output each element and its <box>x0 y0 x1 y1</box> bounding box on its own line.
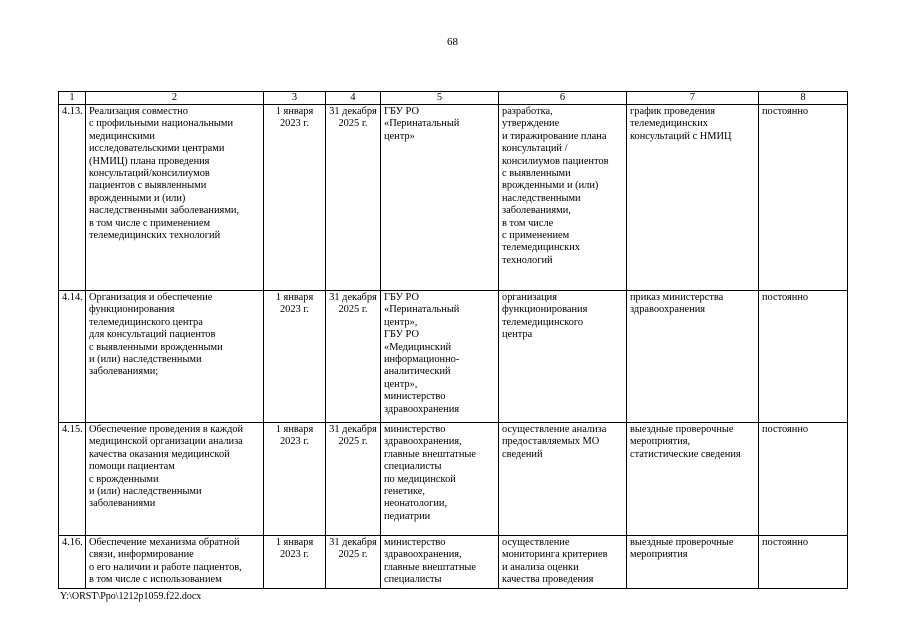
row-number: 4.16. <box>59 536 86 589</box>
start-date-cell: 1 января 2023 г. <box>264 291 326 423</box>
end-date-cell: 31 декабря 2025 г. <box>326 105 381 291</box>
executor-cell: ГБУ РО «Перинатальный центр», ГБУ РО «Медицинский информационно- аналитический центр», министерство здравоохранения <box>381 291 499 423</box>
executor-cell: министерство здравоохранения, главные внештатные специалисты по медицинской генетике, неонатологии, педиатрии <box>381 423 499 536</box>
control-cell: приказ министерства здравоохранения <box>627 291 759 423</box>
row-number: 4.15. <box>59 423 86 536</box>
end-date-cell: 31 декабря 2025 г. <box>326 423 381 536</box>
row-number: 4.14. <box>59 291 86 423</box>
start-date-cell: 1 января 2023 г. <box>264 105 326 291</box>
characteristic-cell: осуществление мониторинга критериев и анализа оценки качества проведения <box>499 536 627 589</box>
table-row <box>59 536 848 589</box>
characteristic-cell: осуществление анализа предоставляемых МО сведений <box>499 423 627 536</box>
control-cell: выездные проверочные мероприятия, статистические сведения <box>627 423 759 536</box>
event-cell: Организация и обеспечение функционирования телемедицинского центра для консультаций пациентов с выявленными врожденными и (или) наследственными заболеваниями; <box>86 291 264 423</box>
table-row <box>59 105 848 291</box>
header-col-6: 6 <box>499 92 627 105</box>
frequency-cell: постоянно <box>759 423 848 536</box>
event-cell: Реализация совместно с профильными национальными медицинскими исследовательскими центрами (НМИЦ) плана проведения консультаций/консилиумов пациентов с выявленными врожденными и (или) наследственными заболеваниями, в том числе с применением телемедицинских технологий <box>86 105 264 291</box>
table-row <box>59 423 848 536</box>
event-cell: Обеспечение механизма обратной связи, информирование о его наличии и работе пациентов, в том числе с использованием <box>86 536 264 589</box>
executor-cell: ГБУ РО «Перинатальный центр» <box>381 105 499 291</box>
control-cell: выездные проверочные мероприятия <box>627 536 759 589</box>
frequency-cell: постоянно <box>759 105 848 291</box>
start-date-cell: 1 января 2023 г. <box>264 536 326 589</box>
page-number: 68 <box>447 36 458 48</box>
header-row <box>59 92 848 105</box>
frequency-cell: постоянно <box>759 536 848 589</box>
executor-cell: министерство здравоохранения, главные внештатные специалисты <box>381 536 499 589</box>
frequency-cell: постоянно <box>759 291 848 423</box>
footer-file-path: Y:\ORST\Ppo\1212p1059.f22.docx <box>60 591 202 602</box>
header-col-3: 3 <box>264 92 326 105</box>
row-number: 4.13. <box>59 105 86 291</box>
characteristic-cell: разработка, утверждение и тиражирование плана консультаций / консилиумов пациентов с выявленными врожденными и (или) наследственными заболеваниями, в том числе с применением телемедицинских технологий <box>499 105 627 291</box>
event-cell: Обеспечение проведения в каждой медицинской организации анализа качества оказания медицинской помощи пациентам с врожденными и (или) наследственными заболеваниями <box>86 423 264 536</box>
header-col-4: 4 <box>326 92 381 105</box>
header-col-2: 2 <box>86 92 264 105</box>
characteristic-cell: организация функционирования телемедицинского центра <box>499 291 627 423</box>
control-cell: график проведения телемедицинских консультаций с НМИЦ <box>627 105 759 291</box>
header-col-8: 8 <box>759 92 848 105</box>
header-col-7: 7 <box>627 92 759 105</box>
header-col-1: 1 <box>59 92 86 105</box>
plan-table <box>58 91 848 589</box>
end-date-cell: 31 декабря 2025 г. <box>326 536 381 589</box>
end-date-cell: 31 декабря 2025 г. <box>326 291 381 423</box>
table-row <box>59 291 848 423</box>
header-col-5: 5 <box>381 92 499 105</box>
start-date-cell: 1 января 2023 г. <box>264 423 326 536</box>
